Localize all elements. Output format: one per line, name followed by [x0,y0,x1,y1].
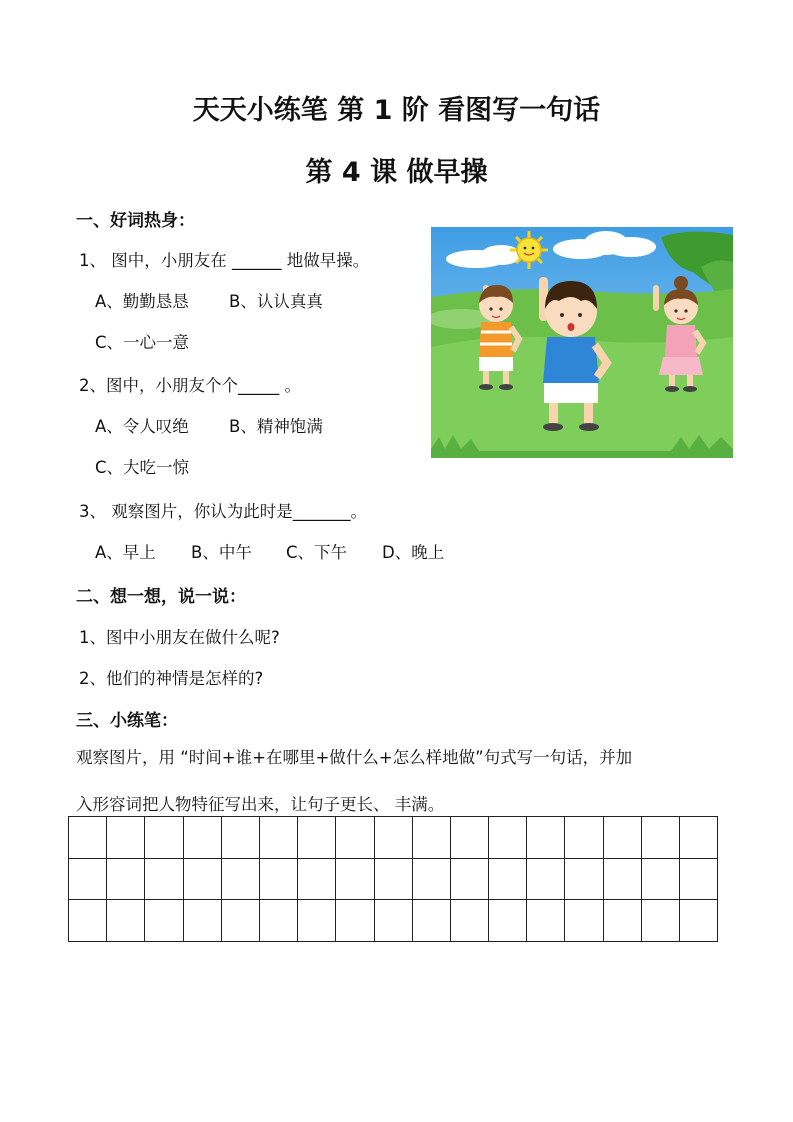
grid-cell[interactable] [603,900,641,942]
grid-row [69,817,718,859]
grid-cell[interactable] [489,817,527,859]
grid-cell[interactable] [680,858,718,900]
q3-option-a[interactable]: A、早上 [95,543,156,562]
question-2: 2、图中，小朋友个个_____ 。 [79,376,301,395]
grid-cell[interactable] [565,858,603,900]
grid-cell[interactable] [450,900,488,942]
grid-cell[interactable] [107,817,145,859]
worksheet-title: 天天小练笔 第 1 阶 看图写一句话 [192,95,601,126]
section1-heading: 一、好词热身： [76,211,195,231]
grid-cell[interactable] [259,900,297,942]
grid-cell[interactable] [145,900,183,942]
grid-cell[interactable] [527,858,565,900]
q3-option-d[interactable]: D、晚上 [382,543,445,562]
grid-cell[interactable] [527,900,565,942]
grid-cell[interactable] [69,900,107,942]
q1-option-b[interactable]: B、认认真真 [229,292,323,311]
grid-cell[interactable] [69,817,107,859]
grid-cell[interactable] [221,817,259,859]
lesson-title: 第 4 课 做早操 [305,157,488,188]
grid-cell[interactable] [374,900,412,942]
instructions-line-2: 入形容词把人物特征写出来，让句子更长、 丰满。 [76,795,445,814]
grid-cell[interactable] [641,858,679,900]
grid-cell[interactable] [412,900,450,942]
grid-cell[interactable] [489,900,527,942]
grid-cell[interactable] [680,900,718,942]
grid-cell[interactable] [298,817,336,859]
grid-cell[interactable] [565,900,603,942]
instructions-line-1: 观察图片，用 “时间+谁+在哪里+做什么+怎么样地做”句式写一句话，并加 [76,748,633,767]
grid-cell[interactable] [450,817,488,859]
q3-option-b[interactable]: B、中午 [191,543,252,562]
q2-option-c[interactable]: C、大吃一惊 [95,458,190,477]
grid-cell[interactable] [641,900,679,942]
grid-cell[interactable] [183,817,221,859]
grid-cell[interactable] [336,817,374,859]
grid-cell[interactable] [565,817,603,859]
q2-option-b[interactable]: B、精神饱满 [229,417,323,436]
discussion-item-2: 2、他们的神情是怎样的? [79,669,264,688]
q3-option-c[interactable]: C、下午 [286,543,348,562]
grid-cell[interactable] [336,900,374,942]
grid-row [69,900,718,942]
grid-cell[interactable] [145,858,183,900]
q1-option-a[interactable]: A、勤勤恳恳 [95,292,189,311]
grid-cell[interactable] [298,858,336,900]
grid-cell[interactable] [374,817,412,859]
grid-row [69,858,718,900]
grid-cell[interactable] [603,858,641,900]
q1-option-c[interactable]: C、一心一意 [95,333,190,352]
q2-options-row1 [95,413,323,437]
grid-cell[interactable] [107,858,145,900]
section2-heading: 二、想一想，说一说： [76,587,246,607]
grid-cell[interactable] [259,858,297,900]
grid-cell[interactable] [145,817,183,859]
grid-cell[interactable] [221,900,259,942]
q2-option-a[interactable]: A、令人叹绝 [95,417,189,436]
grid-cell[interactable] [603,817,641,859]
grid-cell[interactable] [680,817,718,859]
grid-cell[interactable] [259,817,297,859]
question-3: 3、 观察图片，你认为此时是_______。 [79,502,367,521]
grid-cell[interactable] [336,858,374,900]
q1-options-row1 [95,288,323,312]
section3-heading: 三、小练笔： [76,711,178,731]
grid-cell[interactable] [221,858,259,900]
kids-exercise-illustration [431,227,733,458]
grid-cell[interactable] [412,858,450,900]
grid-cell[interactable] [183,858,221,900]
writing-grid[interactable] [68,816,718,942]
discussion-item-1: 1、图中小朋友在做什么呢? [79,628,280,647]
grid-cell[interactable] [412,817,450,859]
question-1: 1、 图中，小朋友在 ______ 地做早操。 [79,251,370,270]
grid-cell[interactable] [489,858,527,900]
grid-cell[interactable] [527,817,565,859]
grid-cell[interactable] [107,900,145,942]
grid-cell[interactable] [641,817,679,859]
grid-cell[interactable] [374,858,412,900]
grid-cell[interactable] [69,858,107,900]
grid-cell[interactable] [450,858,488,900]
grid-cell[interactable] [183,900,221,942]
grid-cell[interactable] [298,900,336,942]
q3-options [95,539,444,563]
